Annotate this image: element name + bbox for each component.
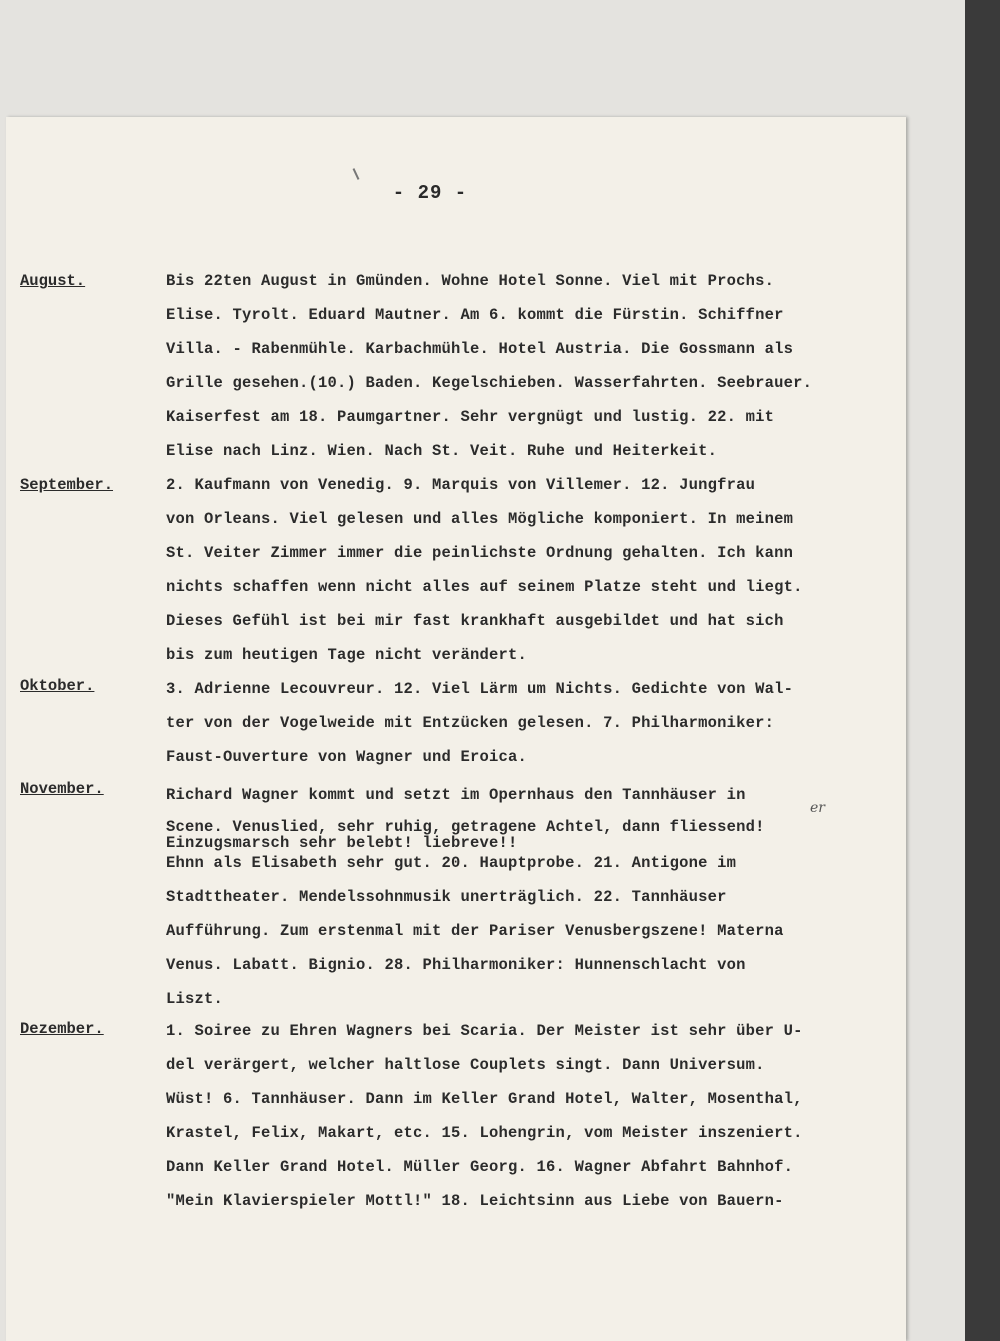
diary-line: del verärgert, welcher haltlose Couplets singt. Dann Universum.: [166, 1056, 765, 1074]
diary-line: Aufführung. Zum erstenmal mit der Pariser Venusbergszene! Materna: [166, 922, 784, 940]
page-number: - 29 -: [392, 182, 468, 204]
diary-line: "Mein Klavierspieler Mottl!" 18. Leichtsinn aus Liebe von Bauern-: [166, 1192, 784, 1210]
diary-line: Krastel, Felix, Makart, etc. 15. Lohengrin, vom Meister inszeniert.: [166, 1124, 803, 1142]
diary-line: Dieses Gefühl ist bei mir fast krankhaft ausgebildet und hat sich: [166, 612, 784, 630]
diary-line: Dann Keller Grand Hotel. Müller Georg. 16. Wagner Abfahrt Bahnhof.: [166, 1158, 794, 1176]
diary-line: Stadttheater. Mendelssohnmusik unerträglich. 22. Tannhäuser: [166, 888, 727, 906]
diary-line: Ehnn als Elisabeth sehr gut. 20. Hauptprobe. 21. Antigone im: [166, 854, 737, 872]
diary-line: nichts schaffen wenn nicht alles auf seinem Platze steht und liegt.: [166, 578, 803, 596]
month-label-august: August.: [20, 272, 86, 290]
diary-line: ter von der Vogelweide mit Entzücken gelesen. 7. Philharmoniker:: [166, 714, 775, 732]
month-label-september: September.: [20, 476, 114, 494]
diary-line: Elise. Tyrolt. Eduard Mautner. Am 6. kommt die Fürstin. Schiffner: [166, 306, 784, 324]
diary-line: Faust-Ouverture von Wagner und Eroica.: [166, 748, 528, 766]
diary-line: Wüst! 6. Tannhäuser. Dann im Keller Grand Hotel, Walter, Mosenthal,: [166, 1090, 803, 1108]
diary-line: Villa. - Rabenmühle. Karbachmühle. Hotel Austria. Die Gossmann als: [166, 340, 794, 358]
diary-line: Grille gesehen.(10.) Baden. Kegelschieben. Wasserfahrten. Seebrauer.: [166, 374, 813, 392]
month-label-november: November.: [20, 780, 104, 798]
diary-line: St. Veiter Zimmer immer die peinlichste Ordnung gehalten. Ich kann: [166, 544, 794, 562]
diary-line: Liszt.: [166, 990, 224, 1008]
diary-line: Kaiserfest am 18. Paumgartner. Sehr vergnügt und lustig. 22. mit: [166, 408, 775, 426]
diary-line: Venus. Labatt. Bignio. 28. Philharmoniker: Hunnenschlacht von: [166, 956, 746, 974]
diary-line: Bis 22ten August in Gmünden. Wohne Hotel Sonne. Viel mit Prochs.: [166, 272, 775, 290]
month-label-dezember: Dezember.: [20, 1020, 104, 1038]
diary-line: Einzugsmarsch sehr belebt! liebreve!!: [166, 834, 518, 852]
handwritten-annotation: er: [810, 800, 825, 816]
month-label-oktober: Oktober.: [20, 677, 95, 695]
diary-line: 1. Soiree zu Ehren Wagners bei Scaria. Der Meister ist sehr über U-: [166, 1022, 803, 1040]
diary-line: Elise nach Linz. Wien. Nach St. Veit. Ruhe und Heiterkeit.: [166, 442, 718, 460]
diary-line: Richard Wagner kommt und setzt im Opernhaus den Tannhäuser in: [166, 786, 746, 804]
diary-line: 3. Adrienne Lecouvreur. 12. Viel Lärm um Nichts. Gedichte von Wal-: [166, 680, 794, 698]
diary-line: bis zum heutigen Tage nicht verändert.: [166, 646, 528, 664]
diary-line: 2. Kaufmann von Venedig. 9. Marquis von Villemer. 12. Jungfrau: [166, 476, 756, 494]
diary-line: Scene. Venuslied, sehr ruhig, getragene Achtel, dann fliessend!: [166, 818, 765, 836]
diary-line: von Orleans. Viel gelesen und alles Mögliche komponiert. In meinem: [166, 510, 794, 528]
